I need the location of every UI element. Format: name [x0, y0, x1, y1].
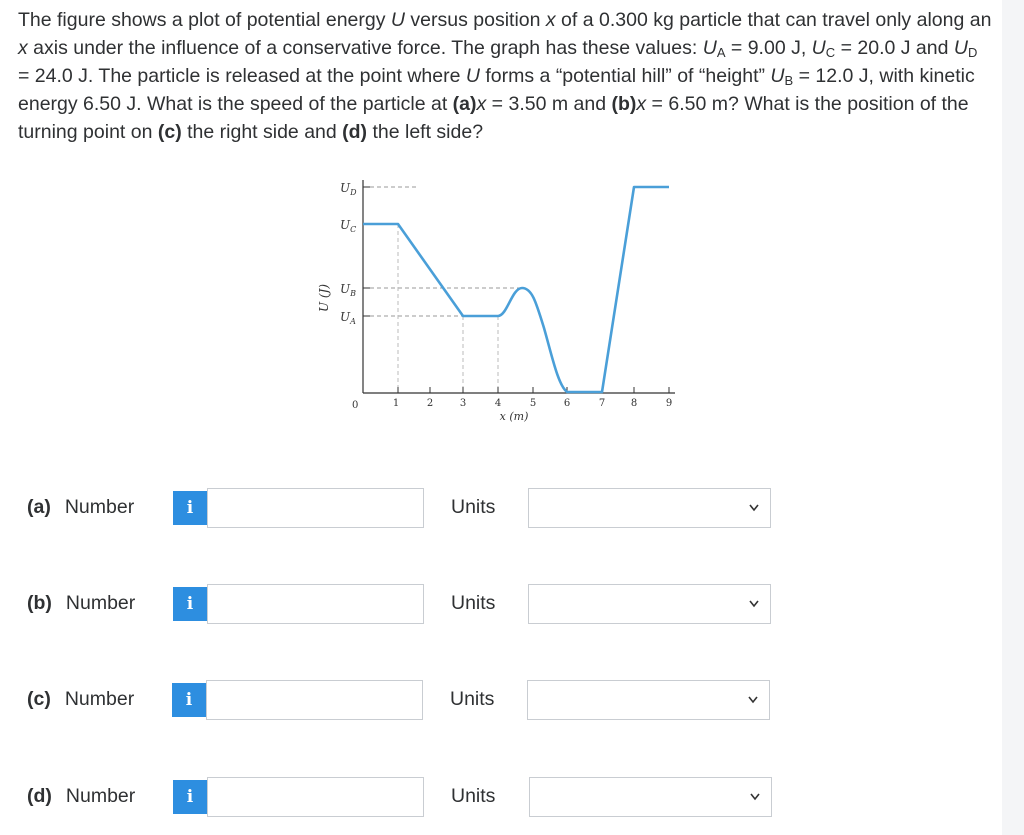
info-button-d[interactable]: [173, 780, 207, 814]
part-label-c: (c) Number: [27, 688, 135, 710]
potential-curve: [363, 187, 669, 392]
chevron-down-icon: [747, 693, 759, 707]
chevron-down-icon: [748, 597, 760, 611]
units-select-c[interactable]: [527, 680, 770, 720]
answer-row-b: [0, 582, 1000, 626]
x-tick-6: 6: [563, 398, 571, 409]
number-input-b[interactable]: [207, 584, 424, 624]
x-tick-9: 9: [665, 398, 673, 409]
info-icon: i: [186, 787, 194, 807]
label-ud: $U_D$: [340, 181, 357, 197]
part-label-d: (d) Number: [27, 785, 136, 807]
y-axis-title: U (J): [317, 283, 331, 313]
info-icon: i: [186, 498, 194, 518]
label-ua: $U_A$: [340, 310, 356, 326]
units-label-a: Units: [451, 496, 496, 518]
answer-row-a: [0, 486, 1000, 530]
units-label-b: Units: [451, 592, 496, 614]
answer-row-c: [0, 678, 1000, 722]
x-tick-8: 8: [630, 398, 638, 409]
units-select-d[interactable]: [529, 777, 772, 817]
info-icon: i: [185, 690, 193, 710]
question-text: The figure shows a plot of potential energy U versus position x of a 0.300 kg particle that can travel only along an x axis under the influence of a conservative force. The graph has these values: $U_A = 9.00$ J, $U_C = 20.0$ J and $U_D = 24.0$ J. The particle is released at the point where U forms a “potential hill” of “height” $U_B = 12.0$ J, with kinetic energy 6.50 J. What is the speed of the particle at (a)x = 3.50 m and (b)x = 6.50 m? What is the position of the turning point on (c) the right side and (d) the left side?: [18, 9, 992, 143]
number-input-d[interactable]: [207, 777, 424, 817]
x-tick-marks: [398, 387, 669, 393]
x-origin-label: 0: [352, 400, 359, 411]
number-input-c[interactable]: [206, 680, 423, 720]
x-tick-labels: [393, 398, 672, 409]
x-tick-5: 5: [529, 398, 537, 409]
info-icon: i: [186, 594, 194, 614]
x-tick-4: 4: [494, 398, 502, 409]
graph-svg: [300, 170, 700, 435]
chevron-down-icon: [748, 501, 760, 515]
answer-row-d: [0, 775, 1000, 819]
part-label-b: (b) Number: [27, 592, 136, 614]
x-tick-2: 2: [426, 398, 434, 409]
label-ub: $U_B$: [340, 282, 357, 298]
potential-energy-graph: [300, 170, 700, 435]
info-button-b[interactable]: [173, 587, 207, 621]
x-tick-7: 7: [598, 398, 606, 409]
chevron-down-icon: [749, 790, 761, 804]
x-tick-3: 3: [459, 398, 467, 409]
x-axis-title: x (m): [499, 410, 529, 423]
info-button-c[interactable]: [172, 683, 206, 717]
units-label-d: Units: [451, 785, 496, 807]
info-button-a[interactable]: [173, 491, 207, 525]
part-label-a: (a) Number: [27, 496, 135, 518]
label-uc: $U_C$: [340, 218, 357, 234]
units-label-c: Units: [450, 688, 495, 710]
right-scroll-strip: [1002, 0, 1024, 835]
x-tick-1: 1: [392, 398, 400, 409]
number-input-a[interactable]: [207, 488, 424, 528]
units-select-b[interactable]: [528, 584, 771, 624]
units-select-a[interactable]: [528, 488, 771, 528]
